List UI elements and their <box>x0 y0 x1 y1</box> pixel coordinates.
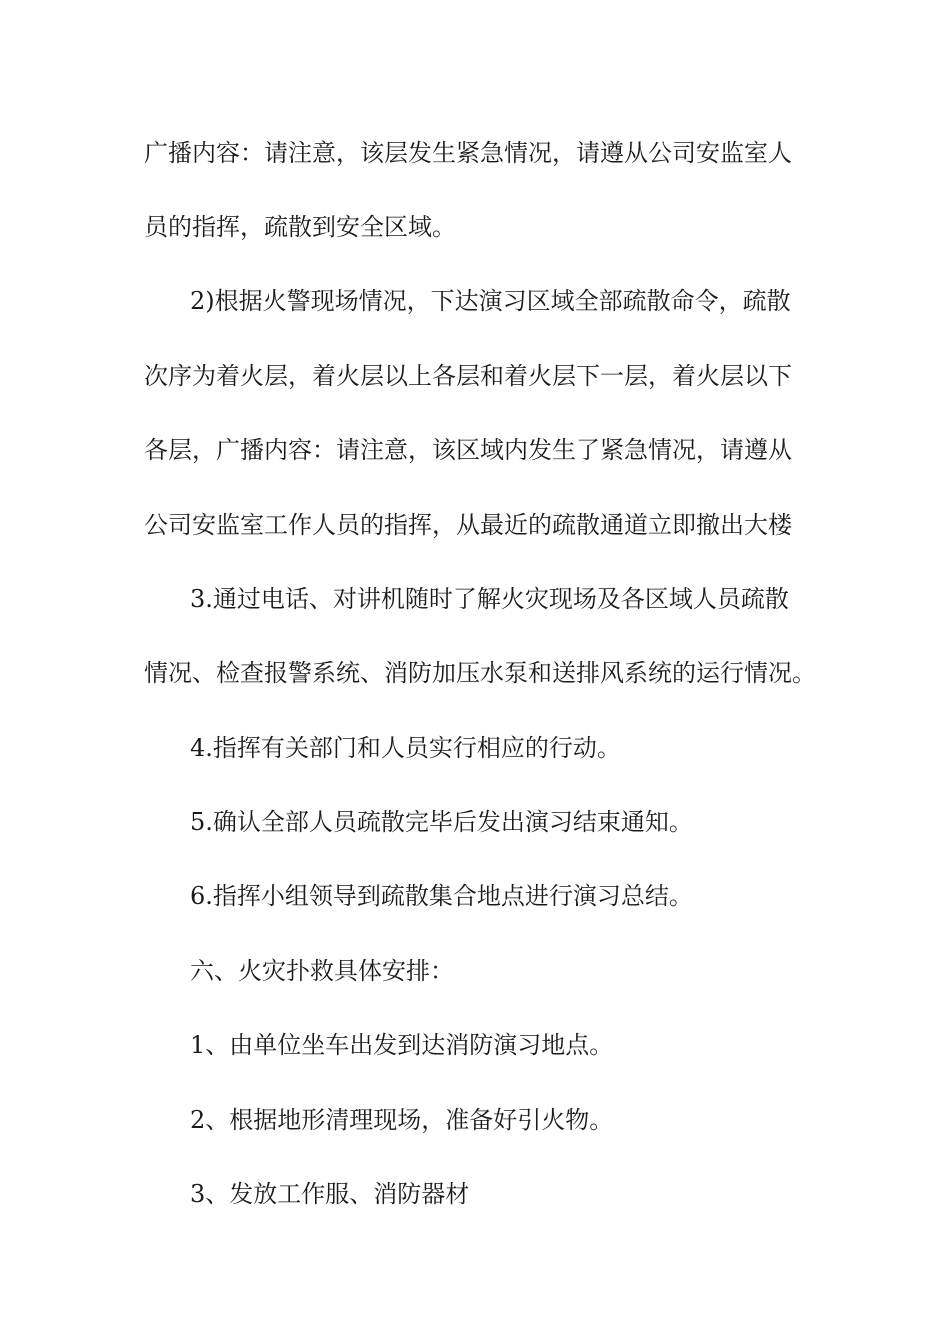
text-line-9: 4.指挥有关部门和人员实行相应的行动。 <box>190 734 621 762</box>
text-line-15: 3、发放工作服、消防器材 <box>190 1180 470 1208</box>
text-line-11: 6.指挥小组领导到疏散集合地点进行演习总结。 <box>190 882 693 910</box>
text-line-3: 2)根据火警现场情况，下达演习区域全部疏散命令，疏散 <box>190 287 791 315</box>
text-line-5: 各层，广播内容：请注意，该区域内发生了紧急情况，请遵从 <box>144 436 792 464</box>
text-line-4: 次序为着火层，着火层以上各层和着火层下一层，着火层以下 <box>144 362 792 390</box>
text-line-1: 广播内容：请注意，该层发生紧急情况，请遵从公司安监室人 <box>144 139 792 167</box>
text-line-7: 3.通过电话、对讲机随时了解火灾现场及各区域人员疏散 <box>190 585 789 613</box>
text-line-6: 公司安监室工作人员的指挥，从最近的疏散通道立即撤出大楼 <box>144 511 792 539</box>
text-line-2: 员的指挥，疏散到安全区域。 <box>144 213 456 241</box>
text-line-13: 1、由单位坐车出发到达消防演习地点。 <box>190 1031 614 1059</box>
section-heading: 六、火灾扑救具体安排： <box>190 957 454 985</box>
text-line-14: 2、根据地形清理现场，准备好引火物。 <box>190 1106 614 1134</box>
text-line-8: 情况、检查报警系统、消防加压水泵和送排风系统的运行情况。 <box>144 659 816 687</box>
text-line-10: 5.确认全部人员疏散完毕后发出演习结束通知。 <box>190 808 693 836</box>
